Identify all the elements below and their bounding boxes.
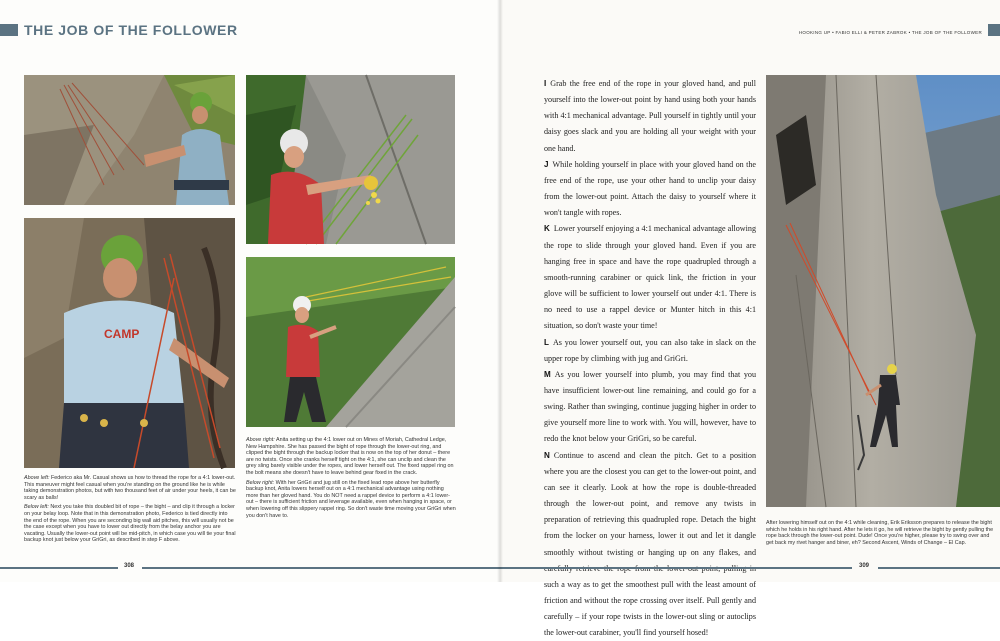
photo-below-left [24, 218, 235, 468]
photo-below-right [246, 257, 455, 427]
running-head: HOOKING UP • FABIO ELLI & PETER ZABROK • THE JOB OF THE FOLLOWER [798, 30, 982, 35]
left-page [0, 0, 500, 582]
book-gutter [497, 0, 503, 582]
step-list [544, 76, 756, 641]
caption-right-column [246, 437, 456, 522]
step-item: J While holding yourself in place with your gloved hand on the free end of the rope, use your other hand to unclip your daisy from the lower-out point. Attach the daisy to yourself where it won't tangle with ropes. [544, 159, 756, 218]
caption-above-right: Above right: Anita setting up the 4:1 lower out on Mines of Moriah, Cathedral Ledge, New Hampshire. She has passed the bight of rope through the lower-out ring, and clipped the bight through the backup locker that is now on the top of her donut – there are no twists. Once she cranks herself tight on the 4:1, she can unclip and clean the grey sling barely visible under the ropes, and lower herself out. The fixed rappel ring on the bolt means she doesn't have to leave behind gear fixed in the crack. [246, 437, 454, 476]
step-item: K Lower yourself enjoying a 4:1 mechanical advantage allowing the rope to slide through your gloved hand. Even if you are hanging free in space and have the rope quadrupled through a smooth-running carabiner or quick link, the friction in your glove will be sufficient to lower yourself out under 4:1. There is no need to use a rappel device or Munter hitch in this 4:1 situation, so don't waste your time! [544, 224, 756, 331]
footer-rule-left [0, 567, 118, 569]
photo-el-cap [766, 75, 1000, 507]
footer-rule-left-2 [142, 567, 500, 569]
step-item: I Grab the free end of the rope in your gloved hand, and pull yourself into the lower-out point by hand using both your hands with 4:1 mechanical advantage. Pull yourself in tightly until your daisy goes slack and you are holding all your weight with your one hand. [544, 79, 756, 153]
title-accent-bar [0, 24, 18, 36]
caption-above-left: Above left: Federico aka Mr. Casual shows us how to thread the rope for a 4:1 lower-out. This maneuver might feel casual when you're standing on the ground like he is while taking demonstration photos, but with two thousand feet of air under your heels, it can be scary as balls! [24, 475, 236, 501]
page-number-right: 309 [859, 563, 870, 569]
caption-el-cap: After lowering himself out on the 4:1 while cleaning, Erik Eriksson prepares to release the bight which he holds in his right hand. After he lets it go, he will retrieve the bight by gently pulling the rope back through the lower-out point. Dude! Once you're higher, please try to swing over and get back my rivet hanger and biner, eh? Second Ascent, Winds of Change – El Cap. [766, 520, 994, 546]
right-page [500, 0, 1000, 638]
caption-below-left: Below left: Next you take this doubled bit of rope – the bight – and clip it through a locker on your belay loop. Note that in this demonstration photo, Federico is tied directly into the end of the rope. When you are seconding big wall aid pitches, this will usually not be the case except when you have to lower out directly from the belay anchor you are vacating. Usually the lower-out point will be mid-pitch, in which case you will tie your final backup knot just below your GriGri, as described in step F above. [24, 504, 236, 544]
photo-above-left [24, 75, 235, 205]
step-item: M As you lower yourself into plumb, you may find that you have insufficient lower-out line remaining, and could go for a swing. Rather than swinging, continue jugging higher in order to give yourself more line to work with. You will, however, have to redo the knot below your GriGri, so be careful. [544, 369, 756, 444]
footer-rule-right-2 [878, 567, 1000, 569]
step-item: N Continue to ascend and clean the pitch. Get to a position where you are the closest you can get to the lower-out point, and can see it clearly. Look at how the rope is double-threaded through the lower-out point, and remove any twists in preparation of retrieving this quadrupled rope. Detach the bight from the locker on your harness, lower it out and let it dangle smoothly without twisting or hanging up on any flakes, and such a way as to get the smoothest pull with the least amount of friction and without the rope crossing over itself. Pull gently and carefully – if your rope twists in the lower-out sling or autoclips the lower-out carabiner, you'll find yourself hosed! [544, 450, 756, 638]
running-head-accent-bar [988, 24, 1000, 36]
photo-above-right [246, 75, 455, 244]
caption-below-right: Below right: With her GriGri and jug still on the fixed lead rope above her butterfly backup knot, Anita lowers herself out on a 4:1 mechanical advantage using nothing more than her gloved hand. You do NOT need a rappel device to perform a 4:1 lower-out – there is sufficient friction and leverage available, even when hanging in space, or when lowering off this slippery rappel ring. So don't waste time moving your GriGri when you don't have to. [246, 479, 456, 519]
svg-text:CAMP: CAMP [104, 327, 140, 341]
caption-left-column [24, 475, 236, 547]
footer-rule-right [500, 567, 852, 569]
step-item: L As you lower yourself out, you can also take in slack on the upper rope by climbing with jug and GriGri. [544, 337, 756, 363]
chapter-title: THE JOB OF THE FOLLOWER [24, 22, 238, 38]
page-number-left: 308 [124, 563, 135, 569]
